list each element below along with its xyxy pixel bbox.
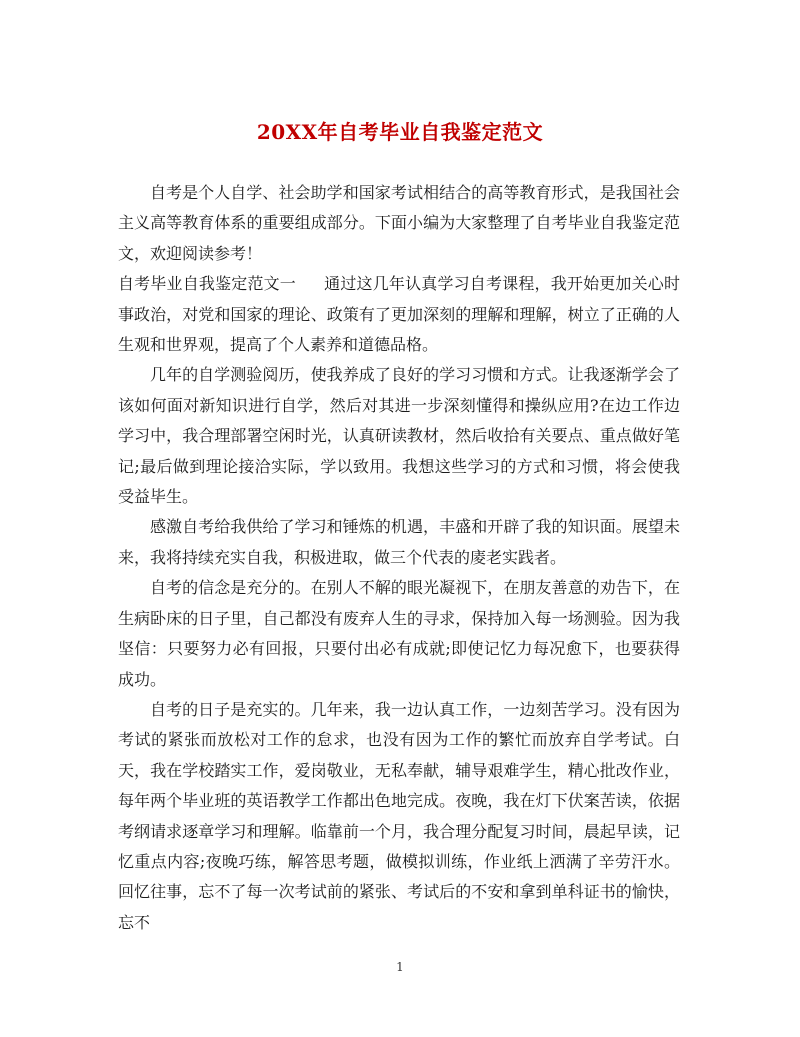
document-body bbox=[118, 178, 680, 938]
section-one-paragraph bbox=[118, 269, 680, 360]
section-first-text: 通过这几年认真学习自考课程，我开始更加关心时事政治，对党和国家的理论、政策有了更加深刻的理解和理解，树立了正确的人生观和世界观，提高了个人素养和道德品格。 bbox=[118, 274, 680, 355]
section-label: 自考毕业自我鉴定范文一 bbox=[118, 274, 296, 294]
body-paragraph: 自考的信念是充分的。在别人不解的眼光凝视下，在朋友善意的劝告下，在生病卧床的日子里，自己都没有废弃人生的寻求，保持加入每一场测验。因为我坚信：只要努力必有回报，只要付出必有成就;即使记忆力每况愈下，也要获得成功。 bbox=[118, 578, 680, 689]
intro-paragraph: 自考是个人自学、社会助学和国家考试相结合的高等教育形式，是我国社会主义高等教育体系的重要组成部分。下面小编为大家整理了自考毕业自我鉴定范文，欢迎阅读参考！ bbox=[118, 183, 680, 263]
body-paragraph: 几年的自学测验阅历，使我养成了良好的学习习惯和方式。让我逐渐学会了该如何面对新知识进行自学，然后对其进一步深刻懂得和操纵应用?在边工作边学习中，我合理部署空闲时光，认真研读教材，然后收拾有关要点、重点做好笔记;最后做到理论接洽实际，学以致用。我想这些学习的方式和习惯，将会使我受益毕生。 bbox=[118, 365, 680, 507]
document-title: 20XX年自考毕业自我鉴定范文 bbox=[256, 120, 544, 144]
page-number: 1 bbox=[396, 960, 404, 974]
body-paragraph: 自考的日子是充实的。几年来，我一边认真工作，一边刻苦学习。没有因为考试的紧张而放松对工作的怠求，也没有因为工作的繁忙而放弃自学考试。白天，我在学校踏实工作，爱岗敬业，无私奉献，辅导艰难学生，精心批改作业，每年两个毕业班的英语教学工作都出色地完成。夜晚，我在灯下伏案苦读，依据考纲请求逐章学习和理解。临靠前一个月，我合理分配复习时间，晨起早读，记忆重点内容;夜晚巧练，解答思考题，做模拟训练，作业纸上洒满了辛劳汗水。回忆往事，忘不了每一次考试前的紧张、考试后的不安和拿到单科证书的愉快，忘不 bbox=[118, 699, 680, 932]
body-paragraph: 感激自考给我供给了学习和锤炼的机遇，丰盛和开辟了我的知识面。展望未来，我将持续充实自我，积极进取，做三个代表的庱老实践者。 bbox=[118, 517, 680, 567]
